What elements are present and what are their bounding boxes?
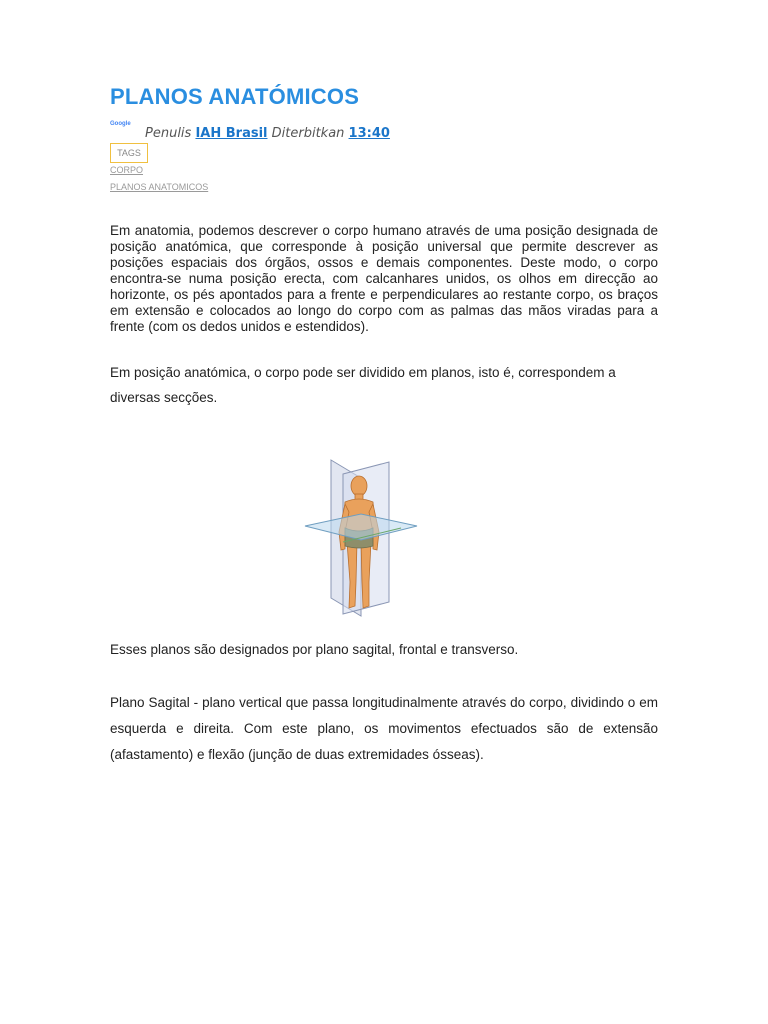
published-label: Diterbitkan	[271, 126, 345, 141]
tag-link-corpo[interactable]: CORPO	[110, 165, 144, 175]
tag-link-planos-anatomicos[interactable]: PLANOS ANATOMICOS	[110, 182, 209, 192]
paragraph-planes-intro: Em posição anatómica, o corpo pode ser dividido em planos, isto é, correspondem a diversas secções.	[110, 365, 616, 405]
paragraph-sagittal-plane: Plano Sagital - plano vertical que passa longitudinalmente através do corpo, dividindo o em esquerda e direita. Com este plano, os movimentos efectuados são de extensão (afastamento) e flexão (junção de duas extremidades ósseas).	[110, 695, 658, 762]
anatomical-planes-illustration	[303, 456, 419, 618]
byline	[145, 126, 390, 141]
author-label: Penulis	[145, 126, 192, 141]
tags-label: TAGS	[110, 143, 148, 163]
time-link[interactable]: 13:40	[348, 126, 390, 141]
author-link[interactable]: IAH Brasil	[195, 126, 268, 141]
article-title: PLANOS ANATÓMICOS	[110, 84, 360, 109]
paragraph-anatomical-position: Em anatomia, podemos descrever o corpo humano através de uma posição designada de posição anatómica, que corresponde à posição universal que permite descrever as posições espaciais dos órgãos, ossos e demais componentes. Deste modo, o corpo encontra-se numa posição erecta, com calcanhares unidos, os olhos em direcção ao horizonte, os pés apontados para a frente e perpendiculares ao restante corpo, os braços em extensão e colocados ao longo do corpo com as palmas das mãos viradas para a frente (com os dedos unidos e estendidos).	[110, 223, 658, 334]
google-badge-icon: Google	[110, 121, 131, 127]
paragraph-planes-names: Esses planos são designados por plano sagital, frontal e transverso.	[110, 642, 519, 657]
anatomical-planes-figure	[303, 456, 419, 618]
